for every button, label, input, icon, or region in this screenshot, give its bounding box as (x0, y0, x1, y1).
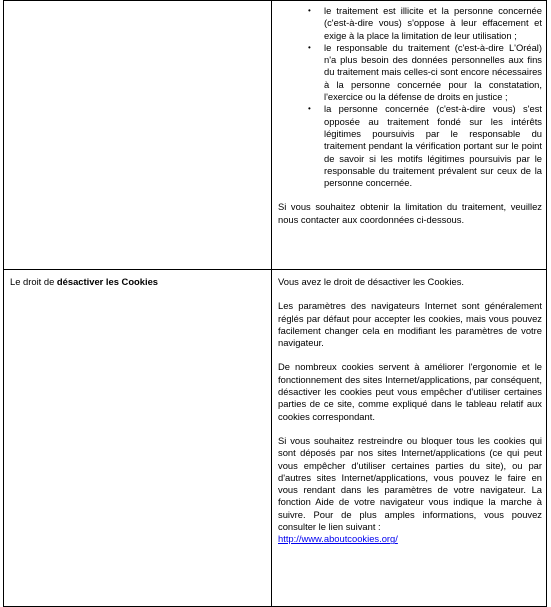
bullet-icon: • (308, 104, 311, 114)
paragraph: Vous avez le droit de désactiver les Cookies. (278, 276, 465, 287)
list-item: • le responsable du traitement (c'est-à-dire L'Oréal) n'a plus besoin des données personnelles aux fins du traitement mais celles-ci sont encore nécessaires à la personne concernée pour la constatation, l'exercice ou la défense de droits en justice ; (308, 41, 542, 103)
bullet-icon: • (308, 6, 311, 15)
aboutcookies-link[interactable]: http://www.aboutcookies.org/ (278, 533, 398, 545)
paragraph (278, 533, 542, 545)
list-item: • le traitement est illicite et la personne concernée (c'est-à-dire vous) s'oppose à leur effacement et exige à la place la limitation de leur utilisation ; (308, 5, 542, 41)
paragraph: De nombreux cookies servent à améliorer l'ergonomie et le fonctionnement des sites Internet/applications, par conséquent, désactiver les cookies peut vous empêcher d'utiliser certaines parties de ce site, comme expliqué dans le tableau relatif aux cookies correspondant. (278, 361, 542, 422)
right-name-label: Le droit de désactiver les Cookies (10, 276, 159, 287)
right-description-cell (272, 270, 547, 607)
paragraph: Si vous souhaitez restreindre ou bloquer tous les cookies qui sont déposés par nos sites Internet/applications (ce qui peut vous empêcher d'utiliser certaines parties du site), ou par d'autres sites Internet/applications, vous pouvez le faire en vous rendant dans les paramètres de votre navigateur. La fonction Aide de votre navigateur vous indique la marche à suivre. Pour de plus amples informations, vous pouvez consulter le lien suivant : (278, 434, 542, 533)
right-description-cell (272, 1, 547, 270)
list-item: • la personne concernée (c'est-à-dire vous) s'est opposée au traitement fondé sur les intérêts légitimes poursuivis par le responsable du traitement pendant la vérification portant sur le point de savoir si les motifs légitimes poursuivis par le responsable du traitement prévalent sur ceux de la personne concernée. (308, 103, 542, 189)
table-row (4, 1, 547, 270)
right-name-cell (4, 270, 272, 607)
right-name-cell (4, 1, 272, 270)
rights-table (3, 0, 547, 607)
paragraph: Les paramètres des navigateurs Internet sont généralement réglés par défaut pour accepter les cookies, mais vous pouvez facilement changer cela en modifiant les paramètres de votre navigateur. (278, 300, 542, 349)
bullet-list (278, 1, 542, 189)
bullet-icon: • (308, 42, 311, 52)
table-row (4, 270, 547, 607)
paragraph: Si vous souhaitez obtenir la limitation du traitement, veuillez nous contacter aux coordonnées ci-dessous. (278, 201, 542, 225)
